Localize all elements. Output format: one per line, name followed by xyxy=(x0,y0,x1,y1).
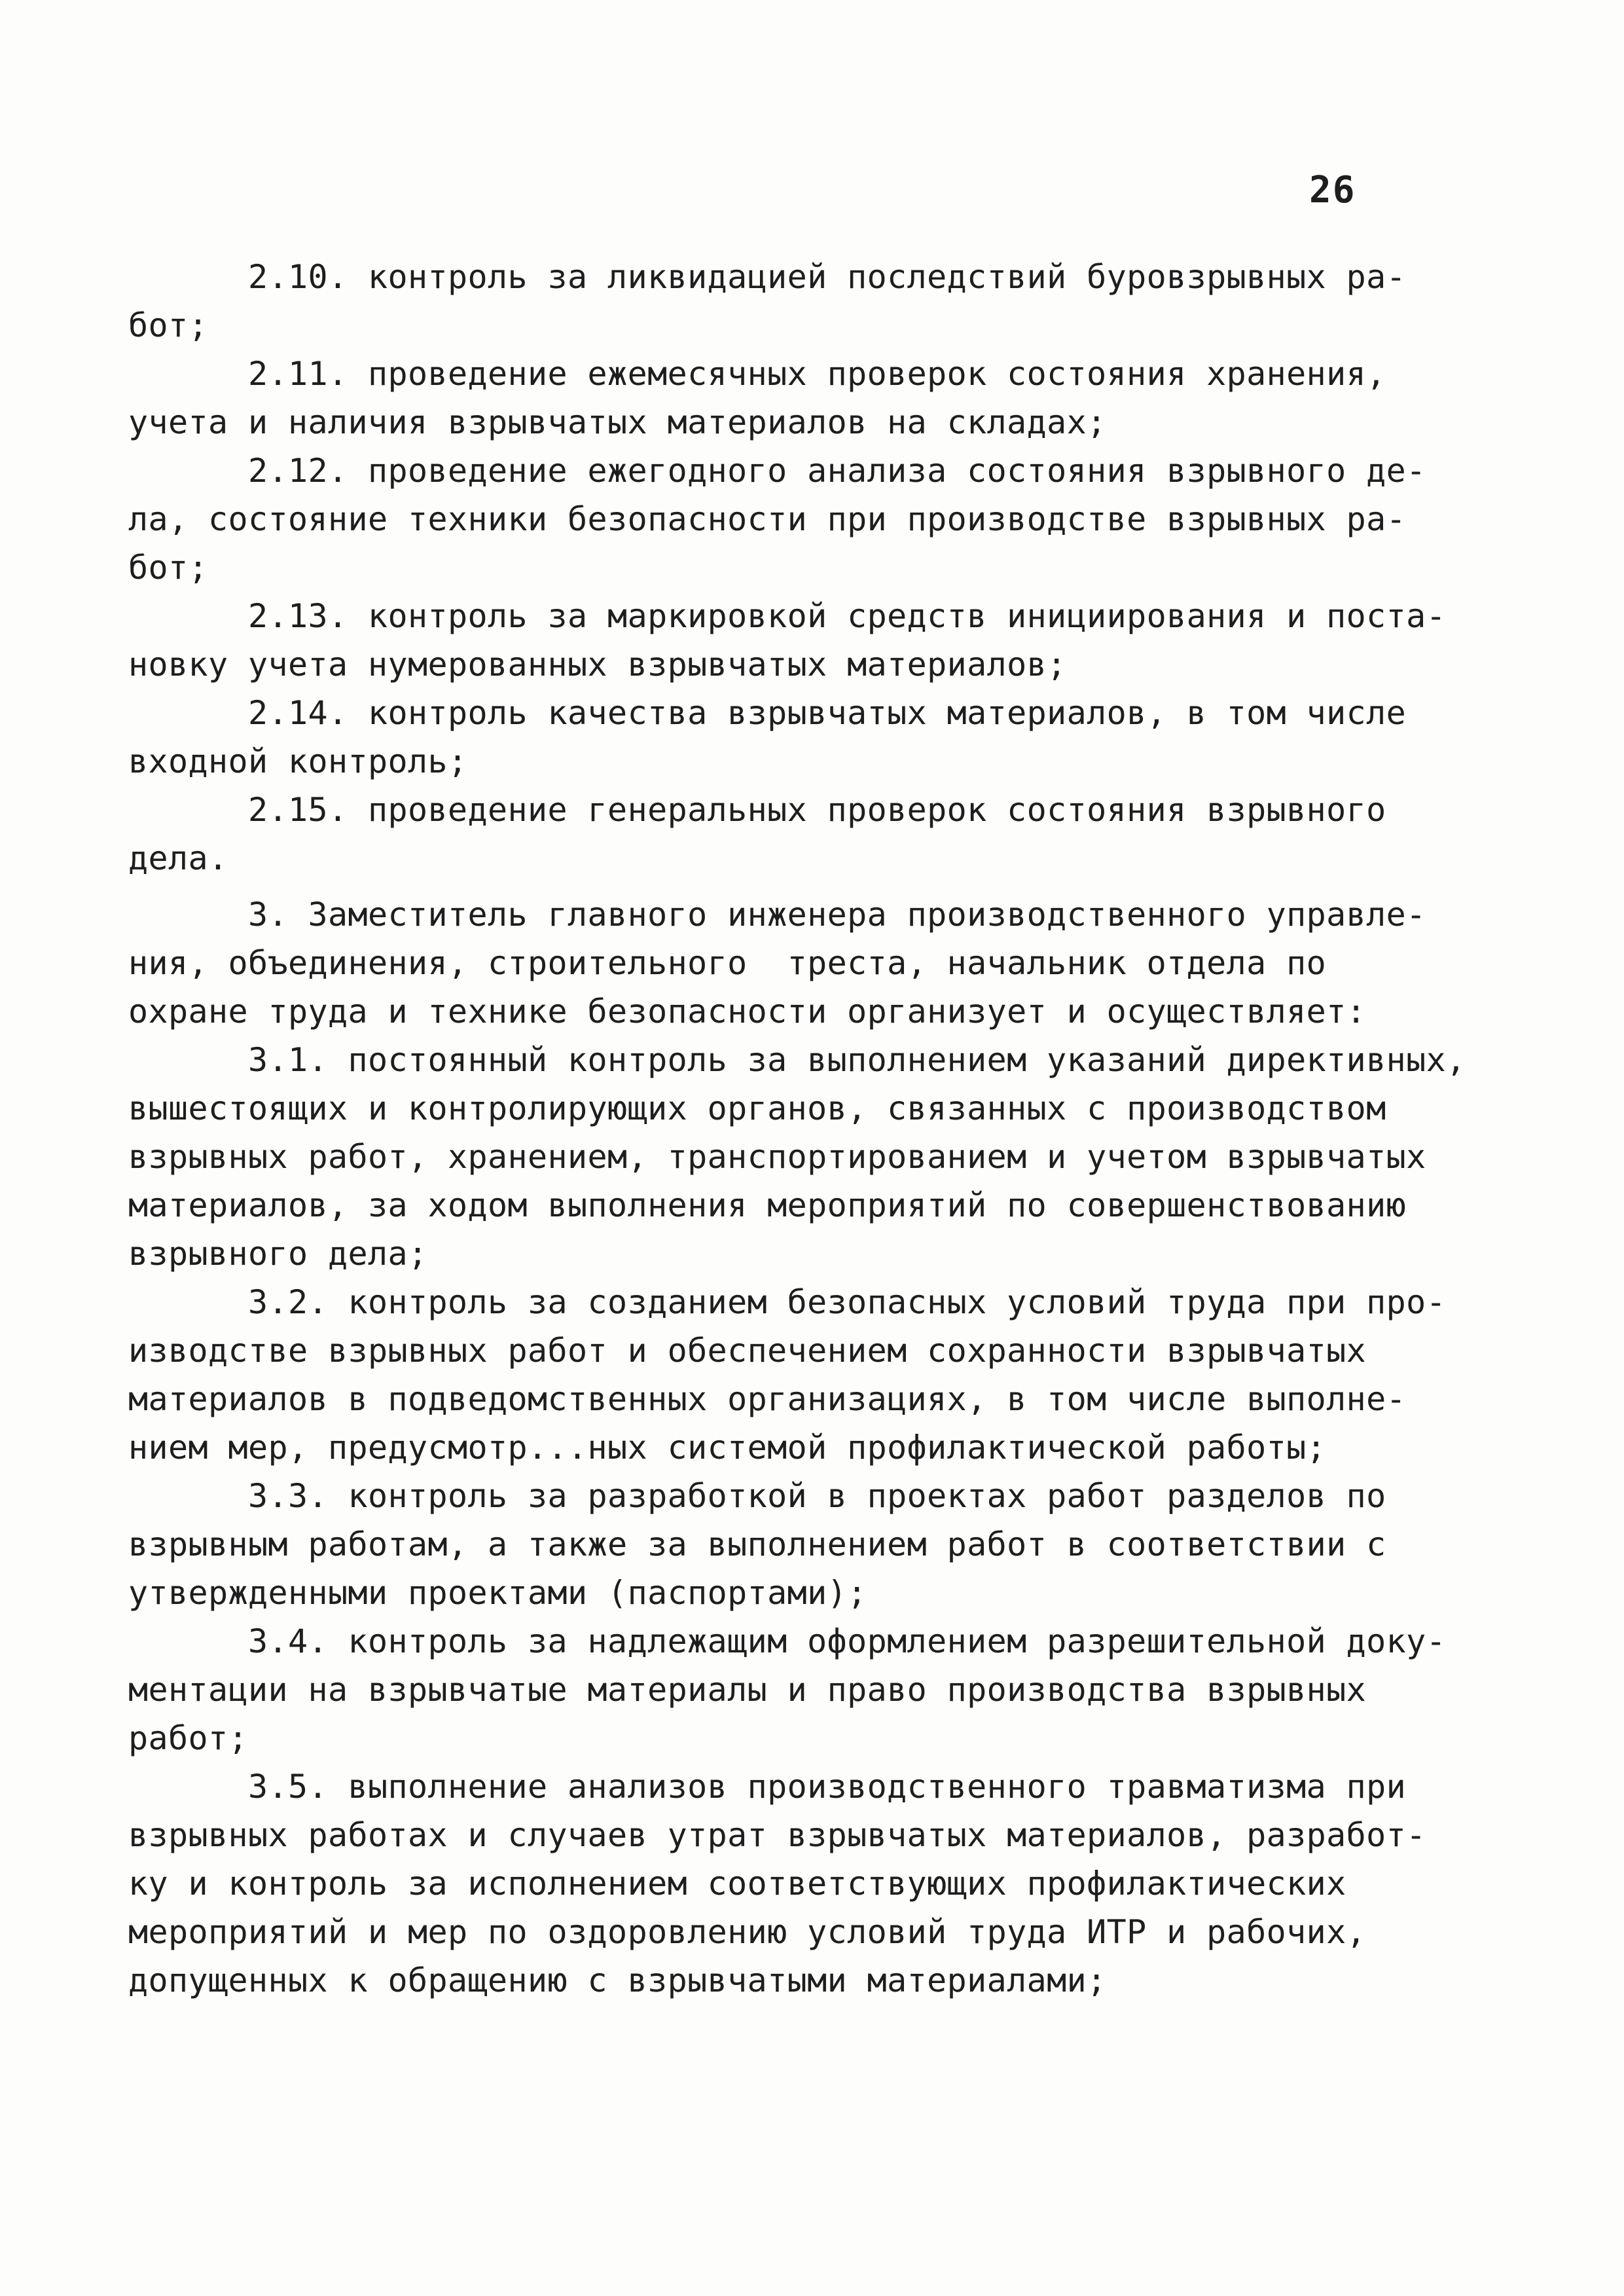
text-line: охране труда и технике безопасности организует и осуществляет: xyxy=(128,993,1367,1030)
text-line: материалов, за ходом выполнения мероприятий по совершенствованию xyxy=(128,1186,1407,1224)
text-line: ку и контроль за исполнением соответствующих профилактических xyxy=(128,1865,1346,1903)
text-line: взрывного дела; xyxy=(128,1235,428,1273)
text-line: ментации на взрывчатые материалы и право производства взрывных xyxy=(128,1671,1367,1709)
text-line: утвержденными проектами (паспортами); xyxy=(128,1574,867,1612)
text-line: допущенных к обращению с взрывчатыми материалами; xyxy=(128,1961,1107,1999)
text-line: вышестоящих и контролирующих органов, связанных с производством xyxy=(128,1089,1386,1127)
text-line: работ; xyxy=(128,1719,249,1757)
text-line: бот; xyxy=(128,306,209,344)
text-line: 2.14. контроль качества взрывчатых материалов, в том числе xyxy=(128,694,1407,732)
text-line: 3.4. контроль за надлежащим оформлением разрешительной доку- xyxy=(128,1622,1447,1660)
document-body xyxy=(128,253,1496,2005)
text-line: 3. Заместитель главного инженера производственного управле- xyxy=(128,896,1426,934)
text-line: 2.15. проведение генеральных проверок состояния взрывного xyxy=(128,791,1386,829)
text-line: 3.3. контроль за разработкой в проектах работ разделов по xyxy=(128,1477,1386,1515)
text-line: входной контроль; xyxy=(128,742,468,780)
text-line: 3.2. контроль за созданием безопасных условий труда при про- xyxy=(128,1283,1447,1321)
text-line: взрывных работ, хранением, транспортированием и учетом взрывчатых xyxy=(128,1138,1426,1176)
text-line: 2.10. контроль за ликвидацией последствий буровзрывных ра- xyxy=(128,258,1407,296)
text-line: 2.11. проведение ежемесячных проверок состояния хранения, xyxy=(128,355,1386,393)
page-number: 26 xyxy=(1309,169,1356,211)
text-line: взрывным работам, а также за выполнением работ в соответствии с xyxy=(128,1525,1386,1563)
text-line: ния, объединения, строительного треста, начальник отдела по xyxy=(128,944,1327,982)
text-line: дела. xyxy=(128,839,228,877)
text-line: 3.1. постоянный контроль за выполнением указаний директивных, xyxy=(128,1041,1466,1079)
text-line: нием мер, предусмотр...ных системой профилактической работы; xyxy=(128,1429,1327,1467)
text-line: материалов в подведомственных организациях, в том числе выполне- xyxy=(128,1380,1407,1418)
text-line: мероприятий и мер по оздоровлению условий труда ИТР и рабочих, xyxy=(128,1913,1367,1951)
paragraph-gap xyxy=(128,883,1496,890)
text-line: изводстве взрывных работ и обеспечением сохранности взрывчатых xyxy=(128,1332,1367,1370)
text-line: 3.5. выполнение анализов производственного травматизма при xyxy=(128,1768,1407,1806)
text-line: учета и наличия взрывчатых материалов на складах; xyxy=(128,403,1107,441)
text-line: 2.12. проведение ежегодного анализа состояния взрывного де- xyxy=(128,452,1426,490)
text-line: взрывных работах и случаев утрат взрывчатых материалов, разработ- xyxy=(128,1816,1426,1854)
text-line: ла, состояние техники безопасности при производстве взрывных ра- xyxy=(128,500,1407,538)
text-line: бот; xyxy=(128,549,209,587)
text-line: новку учета нумерованных взрывчатых материалов; xyxy=(128,646,1067,683)
text-line: 2.13. контроль за маркировкой средств инициирования и поста- xyxy=(128,597,1447,635)
